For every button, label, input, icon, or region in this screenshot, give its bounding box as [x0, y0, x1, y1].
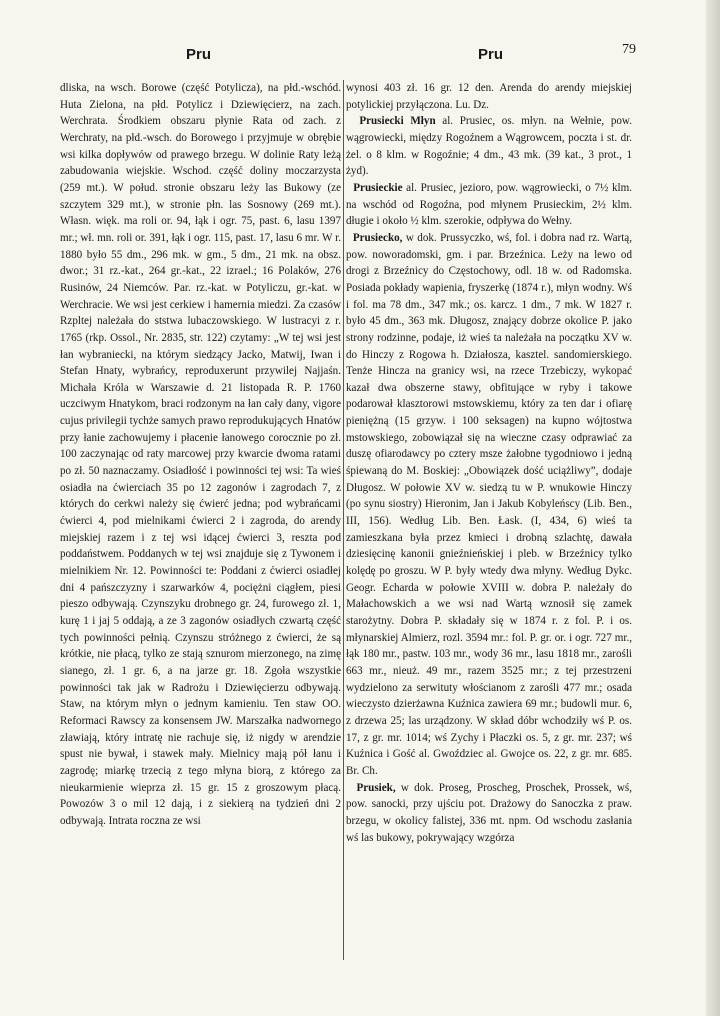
entry-paragraph — [346, 180, 632, 230]
column-divider — [343, 80, 344, 960]
entry-paragraph — [346, 780, 632, 847]
entry-headword: Prusieckie — [353, 181, 403, 194]
entry-text: wynosi 403 zł. 16 gr. 12 den. Arenda do arendy miejskiej potylickiej przyłączona. Lu. Dz. — [346, 82, 632, 111]
left-column — [60, 80, 341, 980]
entry-text: w dok. Proseg, Proscheg, Proschek, Prossek, wś, pow. sanocki, przy ujściu pot. Drażowy do Sanoczka z praw. brzegu, w okolicy falistej, 336 mt. npm. Od wschodu zasłania wś las bukowy, pokrywający wzgórza — [346, 781, 632, 844]
right-column — [346, 80, 632, 980]
entry-text: al. Prusiec, jezioro, pow. wągrowiecki, o 7½ klm. na wschód od Rogoźna, pod młynem Prusieckim, 2½ klm. długie i około ½ klm. szerokie, odpływa do Wełny. — [346, 181, 632, 228]
page-header — [0, 40, 720, 66]
left-column-text: dliska, na wsch. Borowe (część Potylicza), na płd.-wschód. Huta Zielona, na płd. Potylicz i Dziewięcierz, na zach. Werchrata. Środkiem obszaru płynie Rata od zach. z Werchraty, na płd.-wsch. do Borowego i przyjmuje w obrębie wsi kilka dopływów od prawego brzegu. W dolinie Raty leżą zabudowania wiejskie. Wschod. część doliny moczarzysta (259 mt.). W połud. stronie obszaru leży las Bukowy (ze szczytem 329 mt.), w stronie płn. las Sosnowy (269 mt.). Własn. więk. ma roli or. 94, łąk i ogr. 75, past. 6, lasu 1397 mr.; wł. mn. roli or. 391, łąk i ogr. 115, past. 17, lasu 6 mr. W r. 1880 było 55 dm., 296 mk. w gm., 5 dm., 21 mk. na obsz. dwor.; 31 rz.-kat., 264 gr.-kat., 22 izrael.; 16 Polaków, 276 Rusinów, 24 Niemców. Par. rz.-kat. w Potyliczu, gr.-kat. w Werchracie. We wsi jest cerkiew i hamernia miedzi. Za czasów Rzpltej należała do ststwa lubaczowskiego. W lustracyi z r. 1765 (rkp. Ossol., Nr. 2835, str. 122) czytamy: „W tej wsi jest łan wybraniecki, na którym siedzący Jacko, Matwij, Iwan i Stefan Hnaty, wybrańcy, reproduxerunt przywilej Najjaśn. Michała Króla w Warszawie d. 21 listopada R. P. 1760 uczciwym Hnatykom, braci rodzonym na łan cały dany, vigore cujus privilegii tychże samych prawo reprodukujących Hnatów przy łanie zachowujemy i płacenie łanowego corocznie po zł. 100 zaczynając od raty marcowej przy kwarcie dwoma ratami po zł. 50 naznaczamy. Osiadłość i powinności tej wsi: Ta wieś osiadła na ćwierciach 35 po 12 zagonów i zagrodach 7, z których do cerkwi należy się ćwierć jedna; pod wybrańcami ćwierci 4, pod mielnikami ćwierci 2 i zagroda, do arendy miejskiej razem i z tej wsi idącej ćwierci 3, reszta pod poddaństwem. Poddanych w tej wsi znajduje się z Tywonem i mielnikiem Nr. 12. Powinności te: Poddani z ćwierci osiadłej dni 4 pańszczyzny i szarwarków 4, pociężni ciągłem, piesi pieszo odbywają. Czynszyku drobnego gr. 24, furowego zł. 1, kurę 1 i jaj 5 oddają, a ze 3 zagonów osiadłych czwartą część tych powinności pełnią. Czynszu stróżnego z ćwierci, że są krótkie, nie płacą, tylko ze stają sznurom mierzonego, na zimę sianego, zł. 1 gr. 6, a na jarze gr. 18. Zgoła wszystkie powinności tak jak w Radrożu i Dziewięcierzu odbywają. Staw, na którym młyn o jednym kamieniu. Ten staw OO. Reformaci Rawscy za konsensem JW. Marszałka nadwornego zławiają, który intratę nie rachuje się, iż nigdy w arendzie spust nie bywał, i stawek mały. Mielnicy mają pół łanu i zagrodę; miarkę trzecią z tego młyna biorą, z którego za nieukarmienie wieprza zł. 15 gr. 15 z groszowym płacą. Powozów 3 o mil 12 dają, i z siekierą na tydzień dni 2 odbywają. Intrata roczna ze wsi — [60, 82, 341, 827]
running-head-left: Pru — [186, 46, 212, 63]
page-edge-shadow — [706, 0, 720, 1016]
entry-text: al. Prusiec, os. młyn. na Wełnie, pow. wągrowiecki, między Rogoźnem a Wągrowcem, poczta i st. dr. żel. o 8 klm. w Rogoźnie; 4 dm., 43 mk. (39 kat., 3 prot., 1 żyd). — [346, 115, 632, 178]
entry-text: w dok. Prussyczko, wś, fol. i dobra nad rz. Wartą, pow. noworadomski, gm. i par. Brzeźnica. Leży na lewo od drogi z Brzeźnicy do Częstochowy, odl. 18 w. od Radomska. Posiada pokłady wapienia, fryszerkę (1874 r.), młyn wodny. Wś i fol. ma 78 dm., 347 mk.; os. karcz. 1 dm., 7 mk. W 1827 r. było 45 dm., 363 mk. Długosz, znający dobrze okolice P. jako strony rodzinne, podaje, iż wieś ta należała na początku XV w. do Hinczy z Rogowa h. Działosza, kasztel. sandomierskiego. Tenże Hincza na granicy wsi, na rzece Trzebiczy, wykopać kazał dwa obszerne stawy, obfitujące w ryby i takowe podarował klasztorowi mstowskiemu, który za ten dar i ofiarę pieniężną (15 grzyw. i 100 seksagen) na kupno wójtostwa mstowskiego, zobowiązał się na wieczne czasy odprawiać za duszę ofiarodawcy po cztery msze żałobne tygodniowo i jedną śpiewaną do M. Boskiej: „Obowiązek dość uciążliwy”, dodaje Długosz. W połowie XV w. siedzą tu w P. wnukowie Hinczy (po synu siostry) Hieronim, Jan i Jakub Kobyleńscy (Lib. Ben., III, 156). Według Lib. Ben. Łask. (I, 434, 6) wieś ta zamieszkana była przez kmieci i drobną szlachtę, dawała dziesięcinę kanonii gnieźnieńskiej i pleb. w Brzeźnicy tylko kolędę po groszu. W P. były wtedy dwa młyny. Według Dykc. Geogr. Echarda w połowie XVIII w. dobra P. należały do Małachowskich a we wsi nad Wartą wznosił się zamek starożytny. Dobra P. składały się w 1874 r. z fol. P. i os. młynarskiej Almierz, rozl. 3594 mr.: fol. P. gr. or. i ogr. 727 mr., łąk 180 mr., pastw. 103 mr., wody 36 mr., lasu 1818 mr., zarośli 663 mr., nieuż. 49 mr., razem 3525 mr.; z tej przestrzeni wydzielono za serwituty włościanom z zarośli 477 mr.; osada wieczysto dzierżawna Kuźnica zawiera 69 mr.; budowli mur. 6, z drzewa 25; las urządzony. W skład dóbr wchodziły wś P. os. 17, z gr. mr. 1014; wś Zychy i Płaczki os. 5, z gr. mr. 237; wś Kuźnica i Gość al. Gwoździec al. Gwojce os. 22, z gr. mr. 685. Br. Ch. — [346, 231, 632, 777]
entry-paragraph — [346, 230, 632, 780]
entry-headword: Prusiecko, — [352, 231, 403, 244]
entry-headword: Prusiek, — [356, 781, 396, 794]
entry-paragraph — [346, 113, 632, 180]
page-number: 79 — [622, 42, 636, 57]
entry-headword: Prusiecki Młyn — [359, 115, 436, 128]
entry-paragraph — [346, 80, 632, 113]
running-head-right: Pru — [478, 46, 504, 63]
